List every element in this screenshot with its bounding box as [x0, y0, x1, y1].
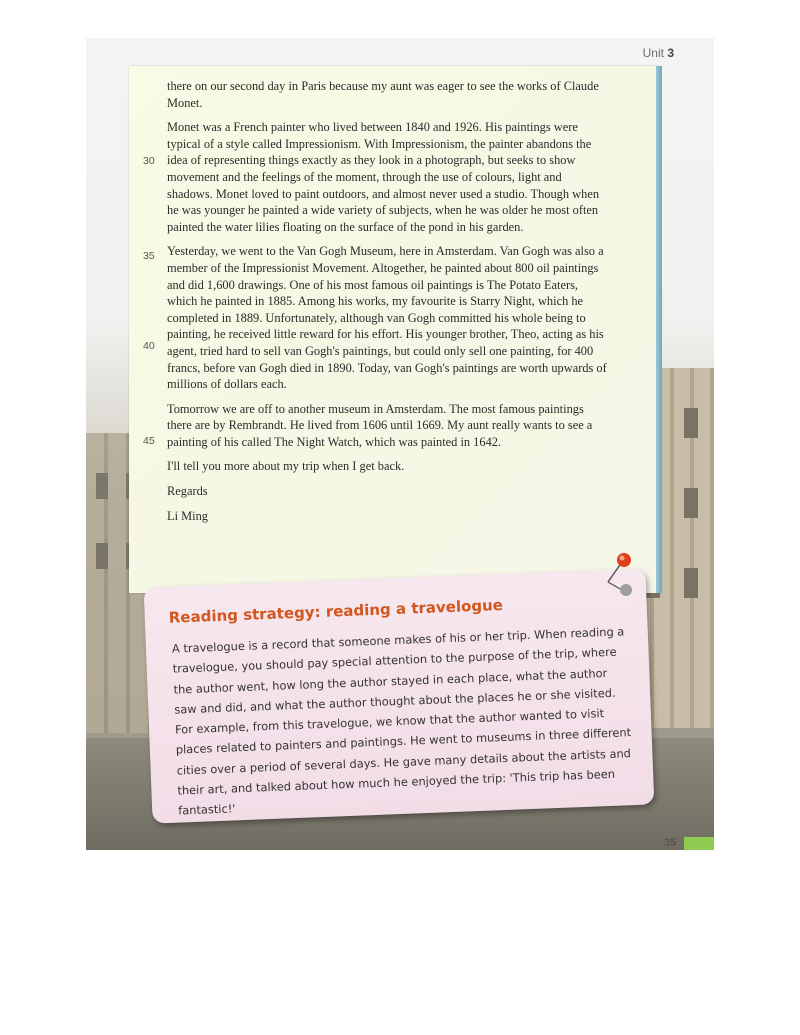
paragraph-1: there on our second day in Paris because my aunt was eager to see the works of Claude Monet. — [167, 79, 599, 110]
paragraph-2: Monet was a French painter who lived between 1840 and 1926. His paintings were typical of a style called Impressionism. With Impressionism, the painter abandons the idea of representing things exactly as they look in a photograph, but seeks to show movement and the feelings of the moment, through the use of colours, light and shadows. Monet loved to paint outdoors, and almost never used a studio. Though when he was younger he painted a wide variety of subjects, when he was older he most often painted the water lilies floating on the surface of the pond in his garden. — [167, 120, 600, 234]
unit-label: Unit 3 — [642, 46, 674, 60]
line-number-35: 35 — [143, 250, 155, 262]
line-number-40: 40 — [143, 340, 155, 352]
closing-regards: Regards — [167, 484, 208, 499]
paragraph-5: I'll tell you more about my trip when I get back. — [167, 459, 405, 474]
paragraph-3: Yesterday, we went to the Van Gogh Museum, here in Amsterdam. Van Gogh was also a member of the Impressionist Movement. Altogether, he painted about 800 oil paintings and did 1,600 drawings. One of his most famous oil paintings is The Potato Eaters, which he painted in 1885. Among his works, my favourite is Starry Night, which he completed in 1889. Unfortunately, although van Gogh committed his whole being to painting, he received little reward for his effort. His younger brother, Theo, acting as his agent, tried hard to sell van Gogh's paintings, but could only sell one painting, for 400 francs, before van Gogh died in 1890. Today, van Gogh's paintings are worth upwards of millions of dollars each. — [167, 244, 607, 392]
line-number-45: 45 — [143, 435, 155, 447]
reading-strategy-title: Reading strategy: reading a travelogue — [168, 595, 504, 627]
reading-strategy-card — [144, 568, 655, 823]
page-number-bar — [684, 837, 714, 850]
paragraph-4: Tomorrow we are off to another museum in Amsterdam. The most famous paintings there are by Rembrandt. He lived from 1606 until 1669. My aunt really wants to see a painting of his called The Night Watch, which was painted in 1642. — [167, 401, 593, 449]
line-number-30: 30 — [143, 155, 155, 167]
pushpin-icon — [602, 552, 648, 598]
reading-strategy-text: A travelogue is a record that someone makes of his or her trip. When reading a travelogue, you should pay special attention to the purpose of the trip, where the author went, how long the author stayed in each place, what the author saw and did, and what the author thought about the places he or she visited. For example, from this travelogue, we know that the author wanted to visit places related to painters and paintings. He went to museums in three different cities over a period of several days. He gave many details about the artists and their art, and talked about how much he enjoyed the trip: 'This trip has been fantastic!' — [171, 624, 632, 818]
signature-name: Li Ming — [167, 508, 208, 523]
letter-text — [167, 78, 607, 532]
letter-edge — [656, 66, 662, 593]
page-number: 35 — [664, 837, 677, 849]
